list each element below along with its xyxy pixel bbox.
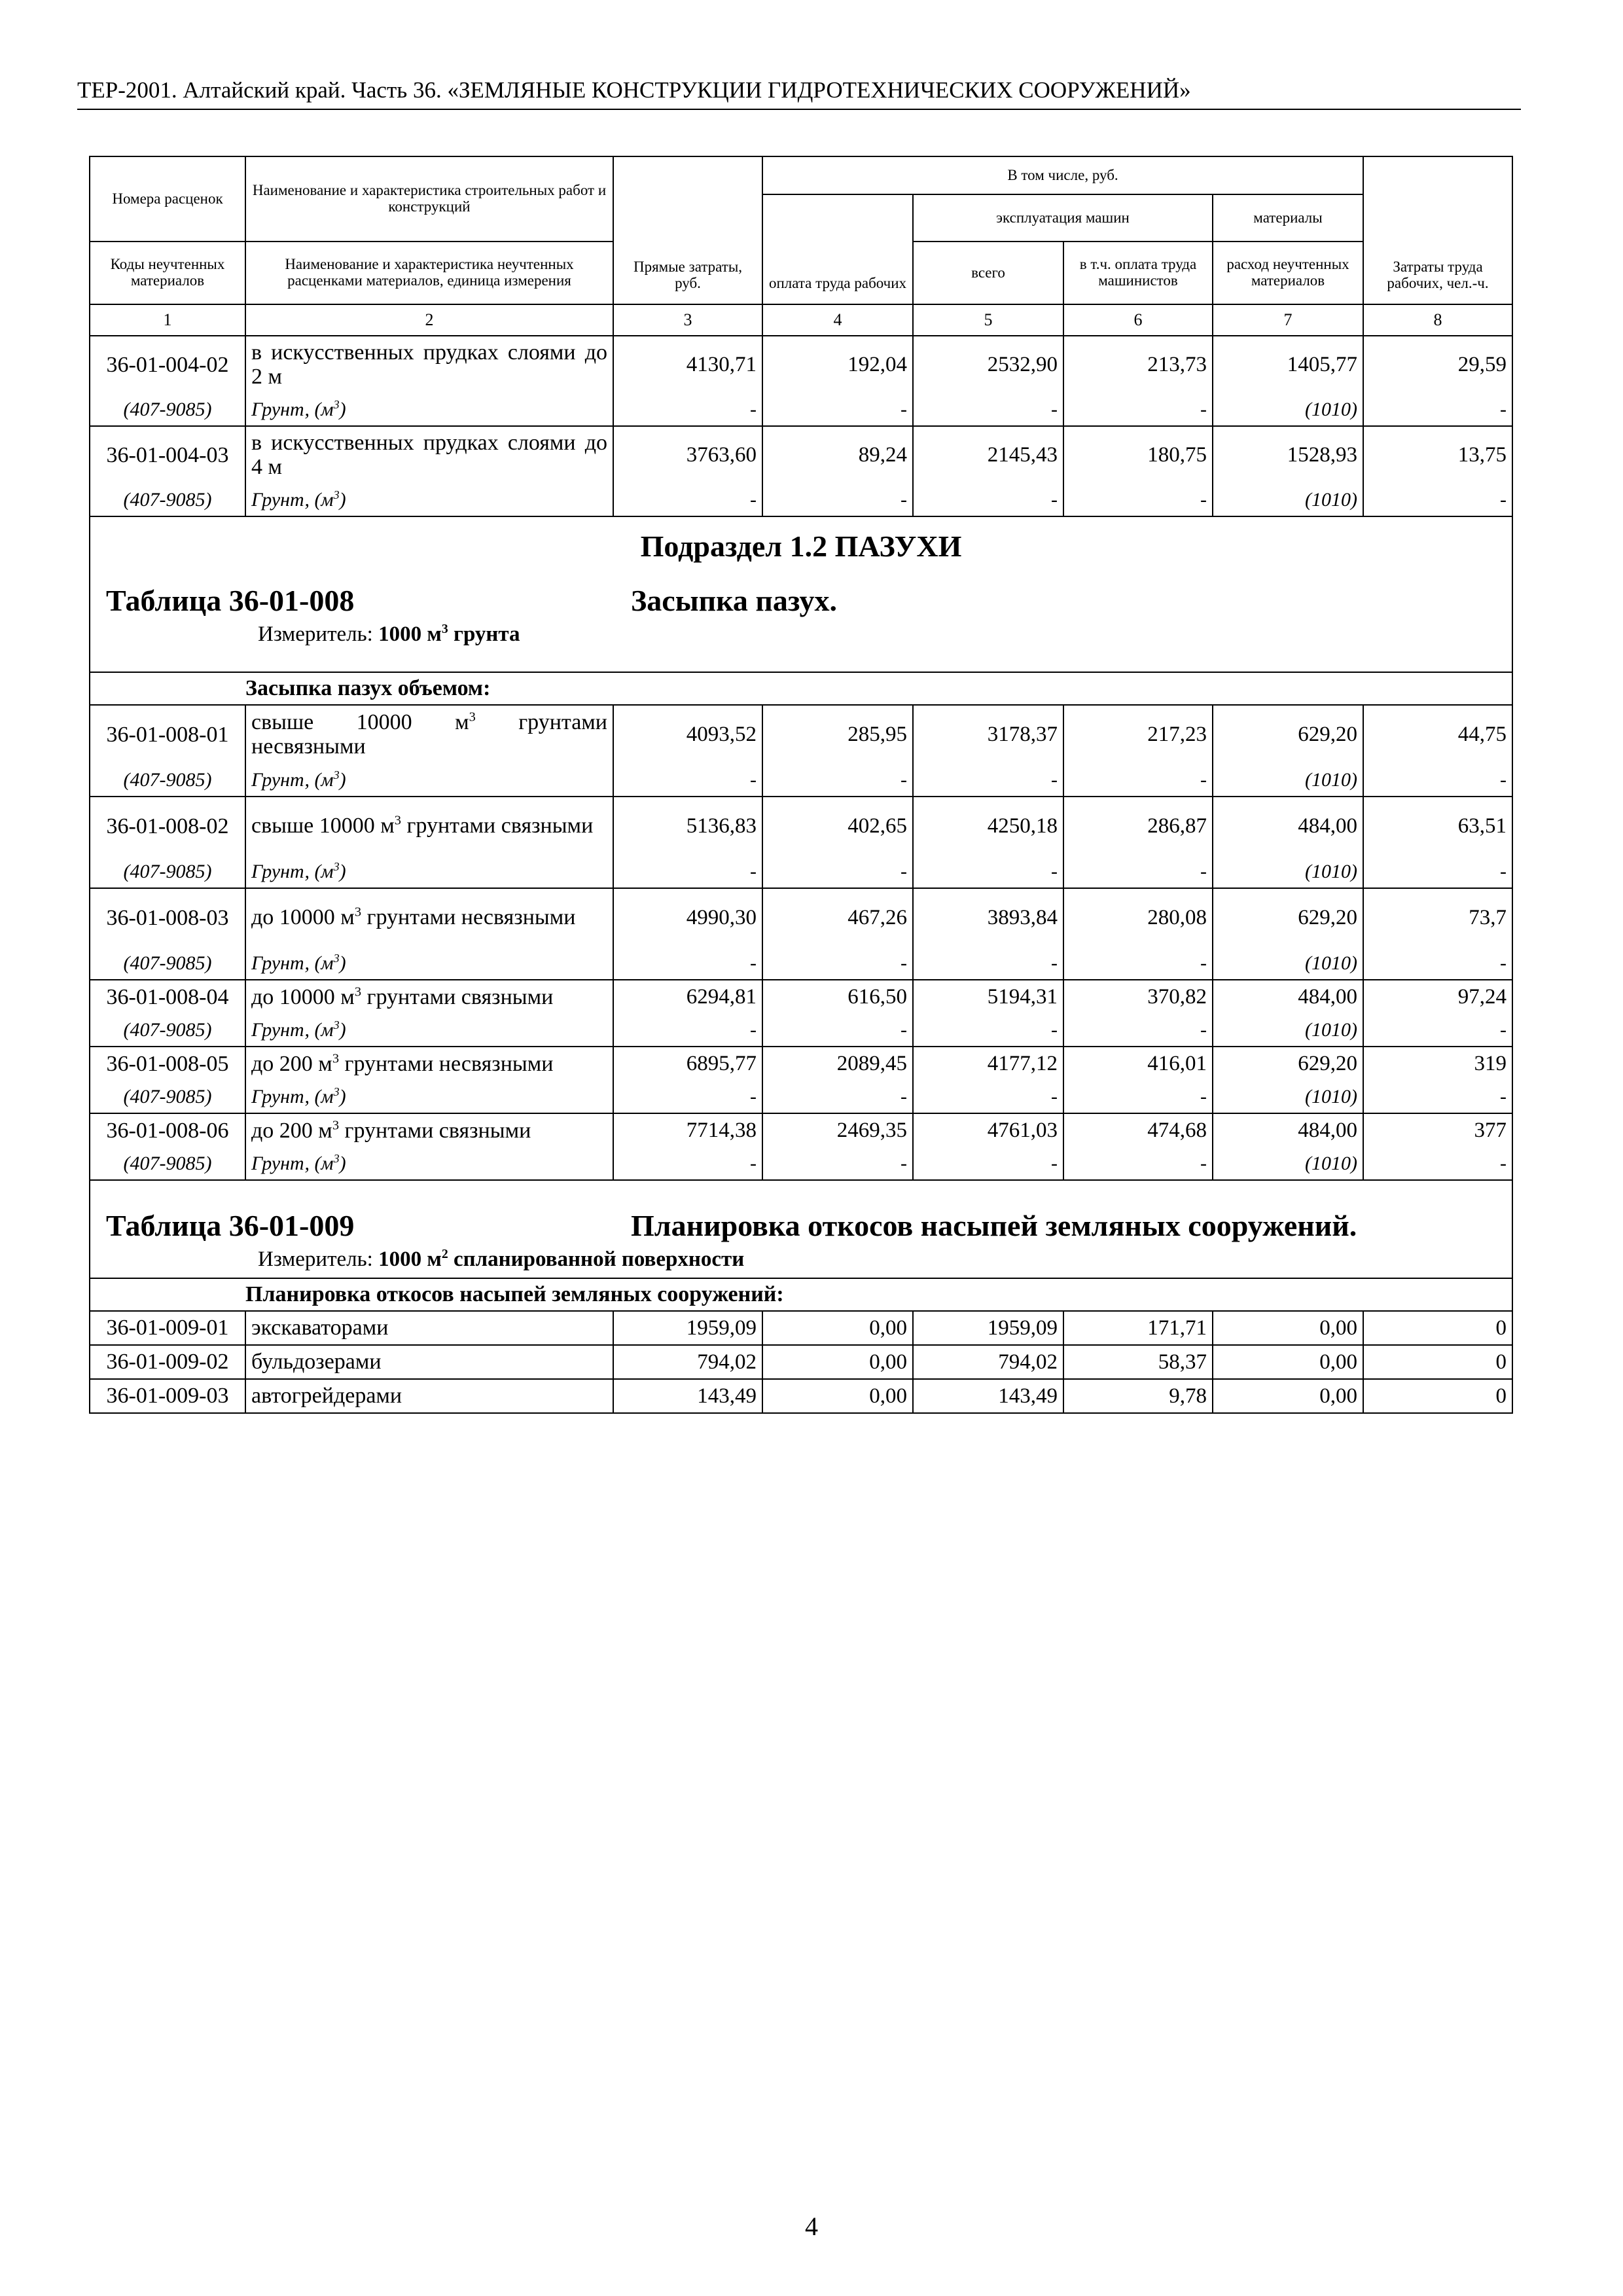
material-value: -: [762, 1147, 913, 1180]
machine-total: 5194,31: [913, 980, 1063, 1014]
machine-total: 1959,09: [913, 1311, 1063, 1345]
rate-code: 36-01-008-02: [90, 797, 245, 855]
running-header: ТЕР-2001. Алтайский край. Часть 36. «ЗЕМЛЯНЫЕ КОНСТРУКЦИИ ГИДРОТЕХНИЧЕСКИХ СООРУЖЕНИЙ»: [77, 77, 1521, 110]
material-value: -: [613, 484, 762, 516]
material-value: -: [613, 947, 762, 980]
machine-total: 2145,43: [913, 426, 1063, 484]
material-name: Грунт, $(м^3)$: [245, 947, 613, 980]
rate-row: [90, 980, 1512, 1014]
th-machine-ops: эксплуатация машин: [913, 194, 1213, 242]
rate-code: 36-01-009-03: [90, 1379, 245, 1413]
material-value: -: [1363, 393, 1512, 426]
material-row: [90, 484, 1512, 516]
rate-code: 36-01-008-04: [90, 980, 245, 1014]
material-name: Грунт, $(м^3)$: [245, 855, 613, 888]
material-value: -: [913, 764, 1063, 797]
th-incl-operators: в т.ч. оплата труда машинистов: [1063, 242, 1213, 304]
rate-row: [90, 1379, 1512, 1413]
material-value: -: [1063, 1147, 1213, 1180]
material-row: [90, 1081, 1512, 1113]
material-quantity: (1010): [1213, 947, 1363, 980]
table-number: Таблица 36-01-008: [106, 584, 355, 617]
materials-cost: 0,00: [1213, 1345, 1363, 1379]
rate-name: автогрейдерами: [245, 1379, 613, 1413]
material-value: -: [913, 393, 1063, 426]
labor-hours: 377: [1363, 1113, 1512, 1147]
th-material-names: Наименование и характеристика неучтенных расценками материалов, единица измерения: [245, 242, 613, 304]
col-number: 6: [1063, 304, 1213, 336]
operator-pay: 286,87: [1063, 797, 1213, 855]
worker-pay: 89,24: [762, 426, 913, 484]
material-value: -: [762, 764, 913, 797]
material-name: Грунт, $(м^3)$: [245, 484, 613, 516]
material-quantity: (1010): [1213, 1014, 1363, 1047]
table-title: Засыпка пазух.: [631, 584, 837, 617]
labor-hours: 44,75: [1363, 705, 1512, 764]
col-number: 7: [1213, 304, 1363, 336]
material-value: -: [1363, 484, 1512, 516]
material-value: -: [1063, 947, 1213, 980]
rates-table: [89, 156, 1513, 1414]
direct-costs: 4093,52: [613, 705, 762, 764]
group-label: Планировка откосов насыпей земляных сооружений:: [245, 1278, 1512, 1311]
material-value: -: [1363, 855, 1512, 888]
material-value: -: [913, 1014, 1063, 1047]
labor-hours: 63,51: [1363, 797, 1512, 855]
material-row: [90, 947, 1512, 980]
col-number: 3: [613, 304, 762, 336]
worker-pay: 616,50: [762, 980, 913, 1014]
col-number: 8: [1363, 304, 1512, 336]
operator-pay: 9,78: [1063, 1379, 1213, 1413]
machine-total: 794,02: [913, 1345, 1063, 1379]
material-name: Грунт, $(м^3)$: [245, 1147, 613, 1180]
rate-row: [90, 1047, 1512, 1081]
materials-cost: 1405,77: [1213, 336, 1363, 393]
rate-row: [90, 426, 1512, 484]
material-value: -: [762, 484, 913, 516]
material-value: -: [1063, 764, 1213, 797]
materials-cost: 484,00: [1213, 797, 1363, 855]
direct-costs: 3763,60: [613, 426, 762, 484]
direct-costs: 4130,71: [613, 336, 762, 393]
material-value: -: [613, 393, 762, 426]
material-quantity: (1010): [1213, 484, 1363, 516]
rate-name: до 10000 $м^3$ грунтами несвязными: [245, 888, 613, 947]
material-code: (407-9085): [90, 1147, 245, 1180]
material-value: -: [1063, 1014, 1213, 1047]
th-total: всего: [913, 242, 1063, 304]
material-value: -: [613, 1081, 762, 1113]
material-value: -: [613, 1014, 762, 1047]
material-code: (407-9085): [90, 484, 245, 516]
rate-code: 36-01-009-01: [90, 1311, 245, 1345]
material-quantity: (1010): [1213, 1081, 1363, 1113]
material-value: -: [613, 855, 762, 888]
machine-total: 4250,18: [913, 797, 1063, 855]
rate-code: 36-01-009-02: [90, 1345, 245, 1379]
rate-name: экскаваторами: [245, 1311, 613, 1345]
rate-row: [90, 797, 1512, 855]
material-value: -: [1063, 1081, 1213, 1113]
rate-name: свыше 10000 $м^3$ грунтами связными: [245, 797, 613, 855]
material-value: -: [913, 484, 1063, 516]
material-code: (407-9085): [90, 1014, 245, 1047]
table-009-header-block: [90, 1180, 1512, 1278]
rate-row: [90, 888, 1512, 947]
materials-cost: 629,20: [1213, 888, 1363, 947]
operator-pay: 280,08: [1063, 888, 1213, 947]
machine-total: 4761,03: [913, 1113, 1063, 1147]
materials-cost: 0,00: [1213, 1311, 1363, 1345]
operator-pay: 416,01: [1063, 1047, 1213, 1081]
subsection-title: Подраздел 1.2 ПАЗУХИ: [640, 529, 962, 563]
operator-pay: 217,23: [1063, 705, 1213, 764]
rate-code: 36-01-008-05: [90, 1047, 245, 1081]
direct-costs: 794,02: [613, 1345, 762, 1379]
material-quantity: (1010): [1213, 764, 1363, 797]
worker-pay: 285,95: [762, 705, 913, 764]
materials-cost: 629,20: [1213, 1047, 1363, 1081]
th-material-codes: Коды неучтенных материалов: [90, 242, 245, 304]
material-name: Грунт, $(м^3)$: [245, 764, 613, 797]
materials-cost: 484,00: [1213, 1113, 1363, 1147]
material-value: -: [1363, 1147, 1512, 1180]
worker-pay: 0,00: [762, 1379, 913, 1413]
material-value: -: [1363, 947, 1512, 980]
material-value: -: [1363, 764, 1512, 797]
material-row: [90, 1014, 1512, 1047]
rate-code: 36-01-004-03: [90, 426, 245, 484]
direct-costs: 7714,38: [613, 1113, 762, 1147]
material-quantity: (1010): [1213, 1147, 1363, 1180]
machine-total: 3178,37: [913, 705, 1063, 764]
col-number: 1: [90, 304, 245, 336]
material-value: -: [913, 855, 1063, 888]
worker-pay: 2089,45: [762, 1047, 913, 1081]
rate-name: в искусственных прудках слоями до 4 м: [245, 426, 613, 484]
th-materials: материалы: [1213, 194, 1363, 242]
material-value: -: [762, 947, 913, 980]
direct-costs: 6294,81: [613, 980, 762, 1014]
rate-name: свыше 10000 $м^3$ грунтами несвязными: [245, 705, 613, 764]
labor-hours: 29,59: [1363, 336, 1512, 393]
unit-of-measure: Измеритель: 1000 $м^2$ спланированной поверхности: [258, 1247, 745, 1271]
th-worker-pay: оплата труда рабочих: [762, 194, 913, 304]
table-title: Планировка откосов насыпей земляных сооружений.: [631, 1209, 1357, 1242]
direct-costs: 5136,83: [613, 797, 762, 855]
rate-name: до 200 $м^3$ грунтами несвязными: [245, 1047, 613, 1081]
table-number: Таблица 36-01-009: [106, 1209, 355, 1242]
worker-pay: 0,00: [762, 1311, 913, 1345]
operator-pay: 370,82: [1063, 980, 1213, 1014]
labor-hours: 13,75: [1363, 426, 1512, 484]
material-value: -: [1063, 855, 1213, 888]
materials-cost: 629,20: [1213, 705, 1363, 764]
th-rate-numbers: Номера расценок: [90, 156, 245, 242]
material-value: -: [762, 1014, 913, 1047]
material-name: Грунт, $(м^3)$: [245, 1081, 613, 1113]
material-quantity: (1010): [1213, 855, 1363, 888]
machine-total: 3893,84: [913, 888, 1063, 947]
col-number: 4: [762, 304, 913, 336]
direct-costs: 4990,30: [613, 888, 762, 947]
col-number: 2: [245, 304, 613, 336]
group-label: Засыпка пазух объемом:: [245, 672, 1512, 705]
operator-pay: 58,37: [1063, 1345, 1213, 1379]
rate-row: [90, 1345, 1512, 1379]
material-quantity: (1010): [1213, 393, 1363, 426]
rate-row: [90, 1113, 1512, 1147]
worker-pay: 402,65: [762, 797, 913, 855]
material-code: (407-9085): [90, 855, 245, 888]
material-value: -: [913, 1147, 1063, 1180]
page-number: 4: [805, 2212, 818, 2241]
worker-pay: 192,04: [762, 336, 913, 393]
rate-row: [90, 705, 1512, 764]
material-value: -: [1363, 1081, 1512, 1113]
rate-name: бульдозерами: [245, 1345, 613, 1379]
material-row: [90, 393, 1512, 426]
material-name: Грунт, $(м^3)$: [245, 393, 613, 426]
rate-code: 36-01-004-02: [90, 336, 245, 393]
worker-pay: 0,00: [762, 1345, 913, 1379]
rate-name: до 200 $м^3$ грунтами связными: [245, 1113, 613, 1147]
material-code: (407-9085): [90, 393, 245, 426]
material-value: -: [913, 947, 1063, 980]
unit-of-measure: Измеритель: 1000 $м^3$ грунта: [258, 622, 520, 646]
rate-name: в искусственных прудках слоями до 2 м: [245, 336, 613, 393]
machine-total: 143,49: [913, 1379, 1063, 1413]
operator-pay: 474,68: [1063, 1113, 1213, 1147]
labor-hours: 0: [1363, 1345, 1512, 1379]
rate-code: 36-01-008-03: [90, 888, 245, 947]
machine-total: 4177,12: [913, 1047, 1063, 1081]
operator-pay: 180,75: [1063, 426, 1213, 484]
operator-pay: 171,71: [1063, 1311, 1213, 1345]
material-value: -: [762, 855, 913, 888]
th-unaccounted-materials: расход неучтенных материалов: [1213, 242, 1363, 304]
worker-pay: 467,26: [762, 888, 913, 947]
material-name: Грунт, $(м^3)$: [245, 1014, 613, 1047]
labor-hours: 97,24: [1363, 980, 1512, 1014]
labor-hours: 0: [1363, 1379, 1512, 1413]
materials-cost: 484,00: [1213, 980, 1363, 1014]
rate-row: [90, 336, 1512, 393]
material-value: -: [613, 1147, 762, 1180]
direct-costs: 1959,09: [613, 1311, 762, 1345]
material-value: -: [1063, 484, 1213, 516]
worker-pay: 2469,35: [762, 1113, 913, 1147]
material-row: [90, 1147, 1512, 1180]
material-value: -: [762, 1081, 913, 1113]
th-labor-costs: Затраты труда рабочих, чел.-ч.: [1363, 156, 1512, 304]
th-direct-costs: Прямые затраты, руб.: [613, 156, 762, 304]
labor-hours: 0: [1363, 1311, 1512, 1345]
direct-costs: 143,49: [613, 1379, 762, 1413]
material-code: (407-9085): [90, 947, 245, 980]
labor-hours: 319: [1363, 1047, 1512, 1081]
materials-cost: 0,00: [1213, 1379, 1363, 1413]
material-row: [90, 764, 1512, 797]
rate-name: до 10000 $м^3$ грунтами связными: [245, 980, 613, 1014]
col-number: 5: [913, 304, 1063, 336]
rate-row: [90, 1311, 1512, 1345]
machine-total: 2532,90: [913, 336, 1063, 393]
material-code: (407-9085): [90, 1081, 245, 1113]
material-code: (407-9085): [90, 764, 245, 797]
rate-code: 36-01-008-01: [90, 705, 245, 764]
material-value: -: [613, 764, 762, 797]
th-work-name: Наименование и характеристика строительных работ и конструкций: [245, 156, 613, 242]
material-value: -: [1063, 393, 1213, 426]
material-row: [90, 855, 1512, 888]
material-value: -: [1363, 1014, 1512, 1047]
operator-pay: 213,73: [1063, 336, 1213, 393]
direct-costs: 6895,77: [613, 1047, 762, 1081]
material-value: -: [913, 1081, 1063, 1113]
labor-hours: 73,7: [1363, 888, 1512, 947]
material-value: -: [762, 393, 913, 426]
table-008-header-block: [90, 516, 1512, 672]
rate-code: 36-01-008-06: [90, 1113, 245, 1147]
th-including: В том числе, руб.: [762, 156, 1363, 194]
materials-cost: 1528,93: [1213, 426, 1363, 484]
